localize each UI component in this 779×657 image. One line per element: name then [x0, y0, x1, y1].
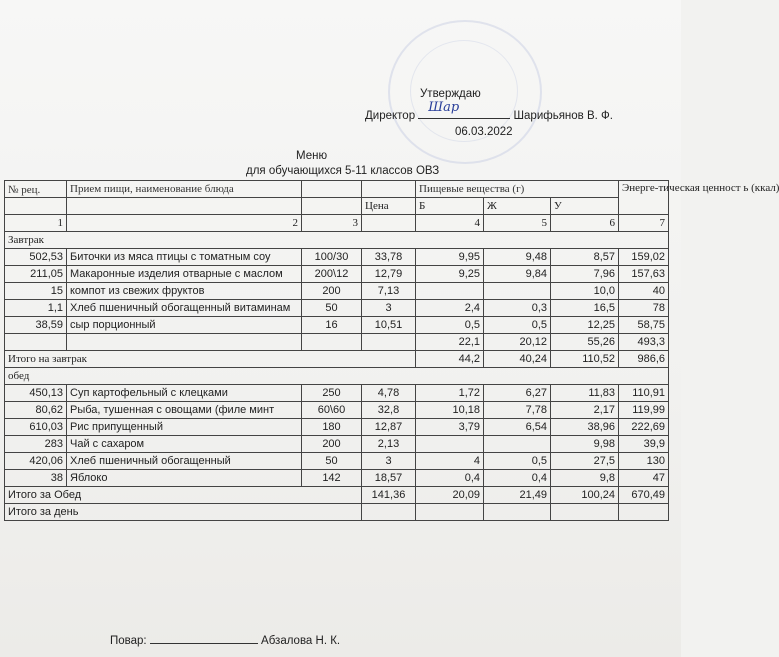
lunch-label: обед	[5, 368, 669, 385]
carbs-value: 11,83	[551, 385, 619, 402]
carbs-value: 38,96	[551, 419, 619, 436]
dish-name: Рис припущенный	[67, 419, 302, 436]
energy-sum: 493,3	[619, 334, 669, 351]
energy-total: 986,6	[619, 351, 669, 368]
column-numbers-row	[5, 215, 669, 232]
col-num: 7	[619, 215, 669, 232]
recipe-number: 80,62	[5, 402, 67, 419]
cook-name: Абзалова Н. К.	[261, 635, 341, 647]
protein-total: 44,2	[416, 351, 484, 368]
recipe-number: 15	[5, 283, 67, 300]
dish-weight: 50	[302, 300, 362, 317]
energy-value: 110,91	[619, 385, 669, 402]
recipe-number: 283	[5, 436, 67, 453]
fat-value: 9,48	[484, 249, 551, 266]
header-no: № рец.	[5, 181, 67, 198]
table-row	[5, 419, 669, 436]
fat-value: 0,5	[484, 317, 551, 334]
dish-price: 3	[362, 453, 416, 470]
dish-weight: 50	[302, 453, 362, 470]
dish-weight: 16	[302, 317, 362, 334]
dish-price: 32,8	[362, 402, 416, 419]
dish-weight: 180	[302, 419, 362, 436]
approval-line	[365, 100, 613, 122]
breakfast-total-row	[5, 351, 669, 368]
dish-price: 33,78	[362, 249, 416, 266]
fat-value: 0,5	[484, 453, 551, 470]
sub-empty-1	[5, 198, 67, 215]
menu-subtitle: для обучающихся 5-11 классов ОВЗ	[246, 165, 440, 177]
dish-weight: 250	[302, 385, 362, 402]
lunch-section-row	[5, 368, 669, 385]
energy-value: 157,63	[619, 266, 669, 283]
carbs-value: 10,0	[551, 283, 619, 300]
table-row	[5, 470, 669, 487]
fat-value: 9,84	[484, 266, 551, 283]
col-num: 6	[551, 215, 619, 232]
energy-value: 119,99	[619, 402, 669, 419]
protein-value	[416, 283, 484, 300]
table-row	[5, 453, 669, 470]
table-row	[5, 317, 669, 334]
fat-value: 6,54	[484, 419, 551, 436]
col-num: 3	[302, 215, 362, 232]
recipe-number: 38	[5, 470, 67, 487]
fat-value: 0,4	[484, 470, 551, 487]
lunch-total-price: 141,36	[362, 487, 416, 504]
carbs-value: 27,5	[551, 453, 619, 470]
energy-value: 222,69	[619, 419, 669, 436]
carbs-total: 110,52	[551, 351, 619, 368]
sub-empty-3	[302, 198, 362, 215]
dish-weight: 100/30	[302, 249, 362, 266]
fat-value	[484, 283, 551, 300]
carbs-value: 9,8	[551, 470, 619, 487]
protein-value: 3,79	[416, 419, 484, 436]
header-nutrients: Пищевые вещества (г)	[416, 181, 619, 198]
sub-empty-2	[67, 198, 302, 215]
col-num: 5	[484, 215, 551, 232]
empty	[67, 334, 302, 351]
breakfast-label: Завтрак	[5, 232, 669, 249]
energy-value: 130	[619, 453, 669, 470]
recipe-number: 211,05	[5, 266, 67, 283]
carbs-total: 100,24	[551, 487, 619, 504]
dish-price: 4,78	[362, 385, 416, 402]
carbs-value: 16,5	[551, 300, 619, 317]
header-u: У	[551, 198, 619, 215]
breakfast-sum-row	[5, 334, 669, 351]
dish-name: Биточки из мяса птицы с томатным соу	[67, 249, 302, 266]
recipe-number: 1,1	[5, 300, 67, 317]
signature: Шар	[428, 100, 460, 115]
header-b: Б	[416, 198, 484, 215]
cook-signature	[110, 633, 340, 647]
table-row	[5, 300, 669, 317]
dish-weight: 200	[302, 283, 362, 300]
dish-name: Хлеб пшеничный обогащенный витаминам	[67, 300, 302, 317]
dish-weight: 60\60	[302, 402, 362, 419]
dish-price: 7,13	[362, 283, 416, 300]
dish-name: Хлеб пшеничный обогащенный	[67, 453, 302, 470]
header-price: Цена	[362, 198, 416, 215]
col-num: 1	[5, 215, 67, 232]
carbs-value: 7,96	[551, 266, 619, 283]
dish-price: 3	[362, 300, 416, 317]
dish-name: сыр порционный	[67, 317, 302, 334]
header-weight	[302, 181, 362, 198]
director-name: Шарифьянов В. Ф.	[513, 110, 613, 122]
empty	[551, 504, 619, 521]
protein-value: 0,4	[416, 470, 484, 487]
carbs-value: 12,25	[551, 317, 619, 334]
dish-price: 12,79	[362, 266, 416, 283]
fat-sum: 20,12	[484, 334, 551, 351]
dish-name: Суп картофельный с клецками	[67, 385, 302, 402]
empty	[484, 504, 551, 521]
dish-weight: 200\12	[302, 266, 362, 283]
protein-value: 1,72	[416, 385, 484, 402]
table-row	[5, 283, 669, 300]
approval-date: 06.03.2022	[455, 126, 513, 138]
table-row	[5, 436, 669, 453]
header-energy: Энерге-тическая ценност ь (ккал)	[619, 181, 669, 215]
energy-value: 159,02	[619, 249, 669, 266]
carbs-value: 8,57	[551, 249, 619, 266]
dish-price: 18,57	[362, 470, 416, 487]
energy-total: 670,49	[619, 487, 669, 504]
day-total-label: Итого за день	[5, 504, 362, 521]
dish-price: 10,51	[362, 317, 416, 334]
fat-value: 7,78	[484, 402, 551, 419]
day-total-row	[5, 504, 669, 521]
protein-value: 2,4	[416, 300, 484, 317]
dish-weight: 200	[302, 436, 362, 453]
table-row	[5, 385, 669, 402]
protein-value: 9,95	[416, 249, 484, 266]
menu-title: Меню	[296, 150, 328, 162]
empty	[362, 334, 416, 351]
header-price-empty	[362, 181, 416, 198]
recipe-number: 38,59	[5, 317, 67, 334]
table-row	[5, 266, 669, 283]
col-num: 4	[416, 215, 484, 232]
empty	[362, 504, 416, 521]
table-row	[5, 402, 669, 419]
dish-name: Рыба, тушенная с овощами (филе минт	[67, 402, 302, 419]
dish-weight: 142	[302, 470, 362, 487]
subheader-row	[5, 198, 669, 215]
recipe-number: 610,03	[5, 419, 67, 436]
header-zh: Ж	[484, 198, 551, 215]
carbs-value: 2,17	[551, 402, 619, 419]
header-row	[5, 181, 669, 198]
dish-name: Макаронные изделия отварные с маслом	[67, 266, 302, 283]
recipe-number: 502,53	[5, 249, 67, 266]
recipe-number: 450,13	[5, 385, 67, 402]
dish-price: 12,87	[362, 419, 416, 436]
protein-value: 10,18	[416, 402, 484, 419]
cook-signature-line	[150, 633, 258, 644]
fat-total: 21,49	[484, 487, 551, 504]
empty	[416, 504, 484, 521]
energy-value: 40	[619, 283, 669, 300]
protein-value: 4	[416, 453, 484, 470]
energy-value: 39,9	[619, 436, 669, 453]
protein-value: 9,25	[416, 266, 484, 283]
approval-title: Утверждаю	[420, 88, 481, 100]
empty	[5, 334, 67, 351]
energy-value: 78	[619, 300, 669, 317]
menu-table	[4, 180, 779, 521]
dish-price: 2,13	[362, 436, 416, 453]
signature-line	[418, 100, 510, 119]
col-num: 2	[67, 215, 302, 232]
energy-value: 47	[619, 470, 669, 487]
lunch-total-row	[5, 487, 669, 504]
empty	[619, 504, 669, 521]
dish-name: Яблоко	[67, 470, 302, 487]
breakfast-section-row	[5, 232, 669, 249]
recipe-number: 420,06	[5, 453, 67, 470]
protein-sum: 22,1	[416, 334, 484, 351]
breakfast-total-label: Итого на завтрак	[5, 351, 416, 368]
table-row	[5, 249, 669, 266]
carbs-value: 9,98	[551, 436, 619, 453]
energy-value: 58,75	[619, 317, 669, 334]
fat-value	[484, 436, 551, 453]
protein-value	[416, 436, 484, 453]
cook-label: Повар:	[110, 635, 147, 647]
carbs-sum: 55,26	[551, 334, 619, 351]
empty	[302, 334, 362, 351]
director-label: Директор	[365, 110, 416, 122]
fat-total: 40,24	[484, 351, 551, 368]
protein-total: 20,09	[416, 487, 484, 504]
protein-value: 0,5	[416, 317, 484, 334]
header-dish: Прием пищи, наименование блюда	[67, 181, 302, 198]
fat-value: 0,3	[484, 300, 551, 317]
lunch-total-label: Итого за Обед	[5, 487, 362, 504]
fat-value: 6,27	[484, 385, 551, 402]
dish-name: компот из свежих фруктов	[67, 283, 302, 300]
dish-name: Чай с сахаром	[67, 436, 302, 453]
col-num-empty	[362, 215, 416, 232]
